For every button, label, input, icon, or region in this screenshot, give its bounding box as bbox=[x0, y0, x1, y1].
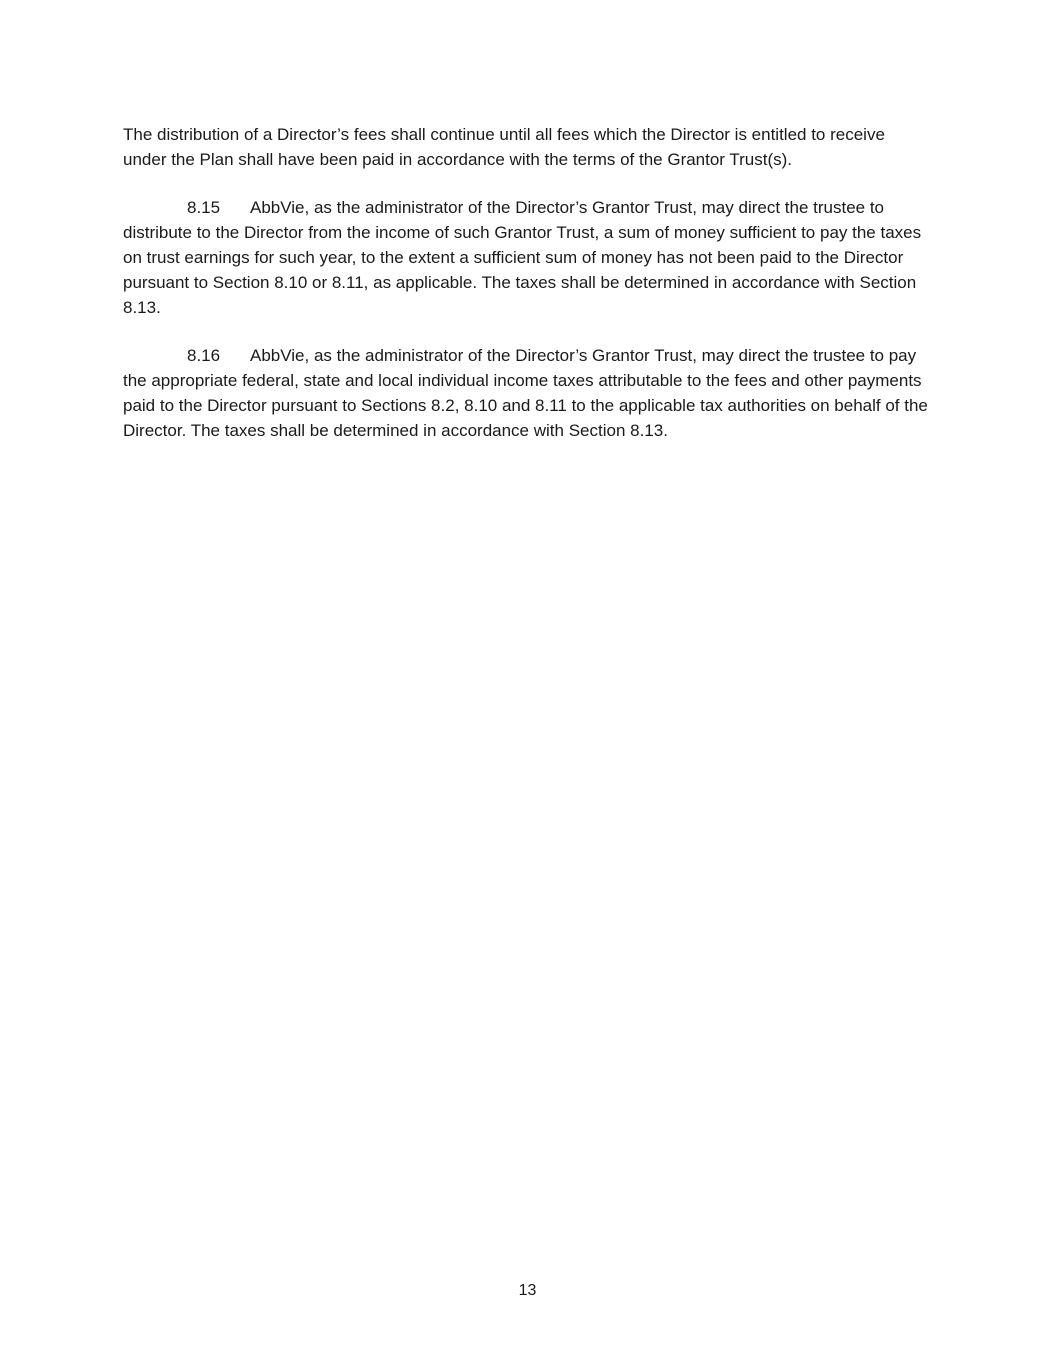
page-number: 13 bbox=[518, 1282, 537, 1299]
paragraph-section-8-15 bbox=[123, 195, 931, 320]
paragraph-text: AbbVie, as the administrator of the Director’s Grantor Trust, may direct the trustee to distribute to the Director from the income of such Grantor Trust, a sum of money sufficient to pay the taxes on trust earnings for such year, to the extent a sufficient sum of money has not been paid to the Director pursuant to Section 8.10 or 8.11, as applicable. The taxes shall be determined in accordance with Section 8.13. bbox=[123, 198, 922, 317]
document-body bbox=[123, 122, 931, 466]
paragraph-section-8-16 bbox=[123, 343, 931, 443]
paragraph-continuation bbox=[123, 122, 931, 172]
section-number: 8.15 bbox=[187, 198, 221, 217]
paragraph-text: AbbVie, as the administrator of the Director’s Grantor Trust, may direct the trustee to pay the appropriate federal, state and local individual income taxes attributable to the fees and other payments paid to the Director pursuant to Sections 8.2, 8.10 and 8.11 to the applicable tax authorities on behalf of the Director. The taxes shall be determined in accordance with Section 8.13. bbox=[123, 346, 928, 440]
section-number: 8.16 bbox=[187, 346, 221, 365]
paragraph-text: The distribution of a Director’s fees shall continue until all fees which the Director is entitled to receive under the Plan shall have been paid in accordance with the terms of the Grantor Trust(s). bbox=[123, 125, 885, 169]
